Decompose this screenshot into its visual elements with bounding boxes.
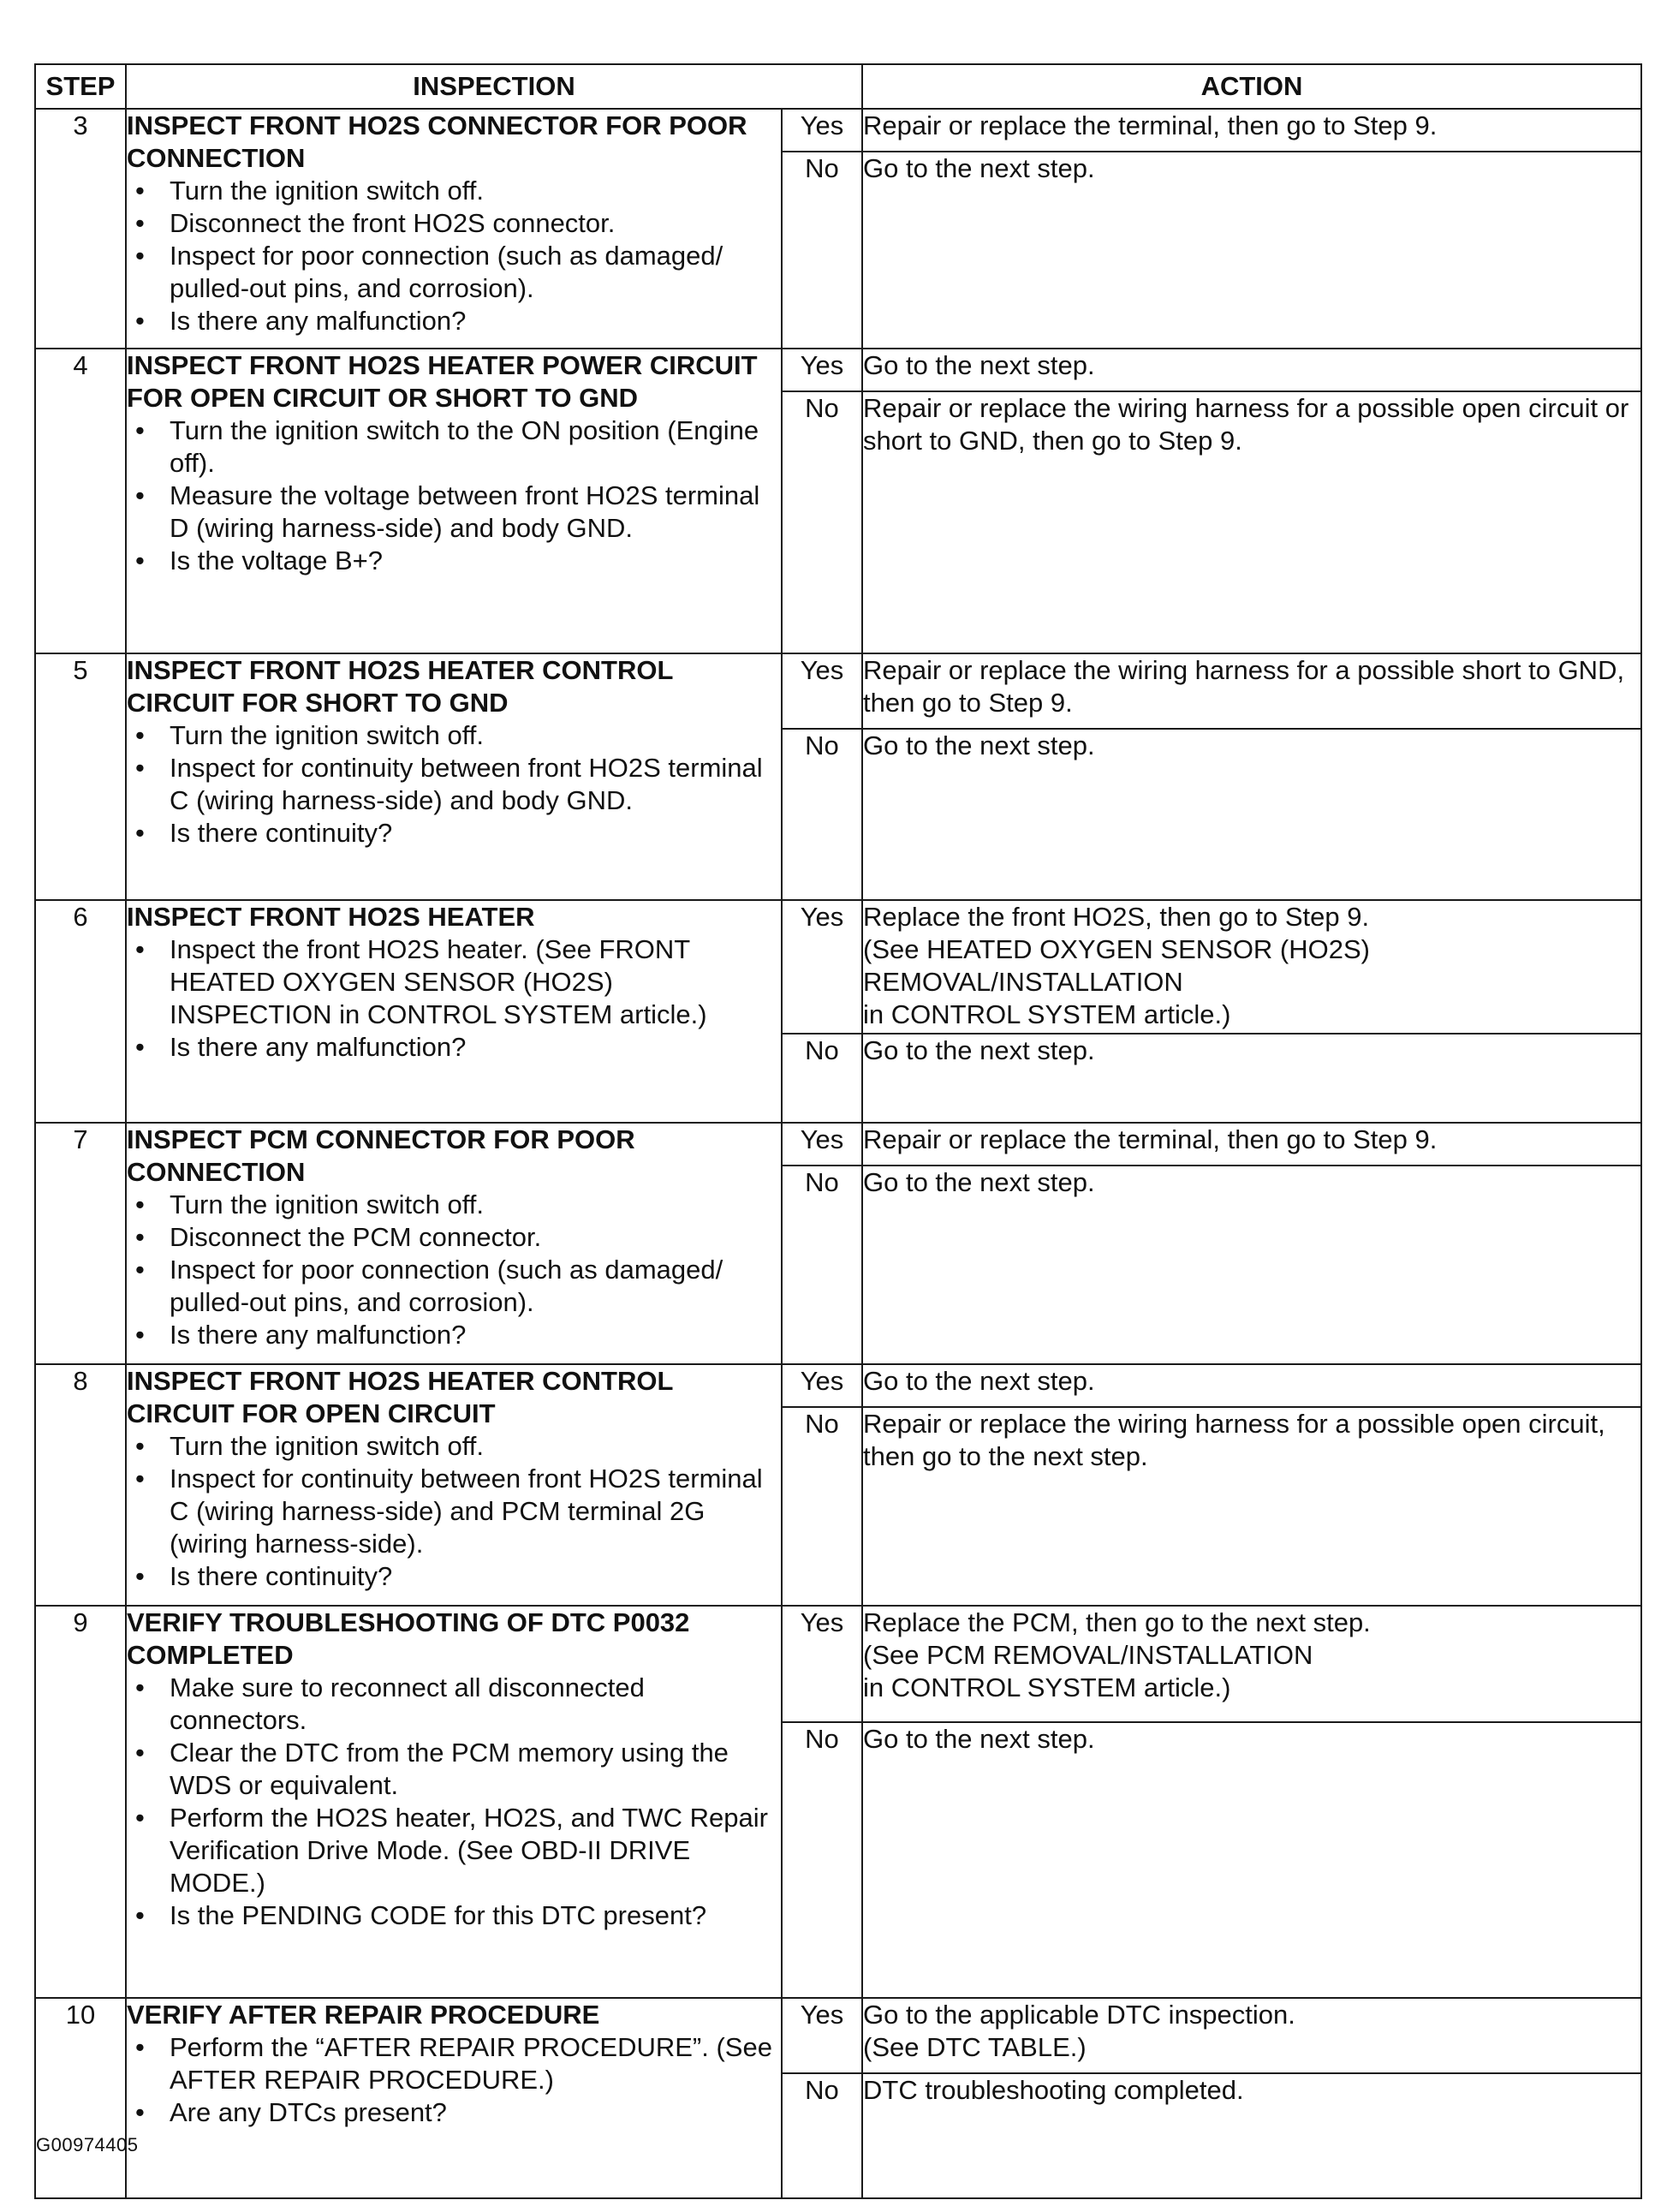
inspection-step-item — [135, 817, 781, 850]
yes-action — [862, 1998, 1641, 2073]
yes-action-line: REMOVAL/INSTALLATION — [863, 967, 1183, 997]
step-number: 8 — [35, 1364, 126, 1606]
step-row-yes — [35, 1123, 1641, 1166]
inspection-title: INSPECT FRONT HO2S HEATER — [127, 902, 535, 932]
inspection-step-text: Is there any malfunction? — [170, 1032, 467, 1062]
inspection-title: INSPECT FRONT HO2S CONNECTOR FOR POOR CONNECTION — [127, 110, 747, 173]
no-action — [862, 1722, 1641, 1998]
inspection-step-text: Is there any malfunction? — [170, 1320, 467, 1350]
inspection-step-item — [135, 175, 781, 207]
bullet-icon: • — [135, 415, 145, 445]
inspection-step-text: Turn the ignition switch off. — [170, 1189, 485, 1219]
no-action — [862, 729, 1641, 900]
inspection-step-item — [135, 1031, 781, 1064]
yes-label: Yes — [782, 653, 862, 729]
bullet-icon: • — [135, 1255, 145, 1285]
figure-id: G00974405 — [36, 2134, 139, 2155]
inspection-step-item — [135, 933, 781, 1031]
yes-action-line: (See PCM REMOVAL/INSTALLATION — [863, 1640, 1313, 1670]
step-row-yes — [35, 1606, 1641, 1722]
inspection-step-item — [135, 1560, 781, 1593]
no-action — [862, 1407, 1641, 1606]
inspection-step-text: Inspect for poor connection (such as damaged/ pulled-out pins, and corrosion). — [170, 241, 723, 303]
header-inspection: INSPECTION — [126, 64, 862, 109]
inspection-step-text: Clear the DTC from the PCM memory using the WDS or equivalent. — [170, 1738, 729, 1800]
header-step: STEP — [35, 64, 126, 109]
bullet-icon: • — [135, 1032, 145, 1062]
bullet-icon: • — [135, 1222, 145, 1252]
inspection-step-item — [135, 1737, 781, 1802]
no-action — [862, 2073, 1641, 2198]
inspection-step-text: Turn the ignition switch off. — [170, 1431, 485, 1461]
inspection-cell — [126, 349, 782, 653]
inspection-steps — [127, 1189, 781, 1351]
inspection-title: VERIFY AFTER REPAIR PROCEDURE — [127, 2000, 600, 2030]
yes-action-line: Replace the front HO2S, then go to Step 9. — [863, 902, 1370, 932]
inspection-step-item — [135, 1430, 781, 1463]
no-action-line: DTC troubleshooting completed. — [863, 2075, 1244, 2105]
yes-action-line: (See DTC TABLE.) — [863, 2032, 1087, 2062]
inspection-title: INSPECT FRONT HO2S HEATER POWER CIRCUIT FOR OPEN CIRCUIT OR SHORT TO GND — [127, 350, 758, 413]
inspection-cell — [126, 1998, 782, 2198]
no-label: No — [782, 1722, 862, 1998]
inspection-title: INSPECT PCM CONNECTOR FOR POOR CONNECTION — [127, 1124, 635, 1187]
no-action-line: Go to the next step. — [863, 1724, 1095, 1754]
yes-action-line: Repair or replace the terminal, then go to Step 9. — [863, 1124, 1438, 1154]
inspection-title: INSPECT FRONT HO2S HEATER CONTROL CIRCUIT FOR SHORT TO GND — [127, 655, 673, 718]
bullet-icon: • — [135, 176, 145, 206]
inspection-step-item — [135, 1463, 781, 1560]
inspection-steps — [127, 414, 781, 577]
bullet-icon: • — [135, 1900, 145, 1930]
step-row-yes — [35, 109, 1641, 152]
inspection-step-text: Turn the ignition switch off. — [170, 720, 485, 750]
yes-action-line: Replace the PCM, then go to the next step. — [863, 1607, 1371, 1637]
inspection-step-item — [135, 480, 781, 545]
inspection-steps — [127, 719, 781, 850]
inspection-step-text: Inspect the front HO2S heater. (See FRONT HEATED OXYGEN SENSOR (HO2S) INSPECTION in CONTROL SYSTEM article.) — [170, 934, 707, 1029]
step-row-yes — [35, 349, 1641, 391]
inspection-cell — [126, 1606, 782, 1998]
yes-action — [862, 900, 1641, 1034]
no-action-line: Repair or replace the wiring harness for a possible open circuit, then go to the next step. — [863, 1409, 1605, 1471]
no-action-line: Go to the next step. — [863, 730, 1095, 760]
yes-action — [862, 1606, 1641, 1722]
inspection-step-item — [135, 2031, 781, 2096]
inspection-cell — [126, 900, 782, 1123]
yes-label: Yes — [782, 1364, 862, 1407]
bullet-icon: • — [135, 1320, 145, 1350]
no-label: No — [782, 1166, 862, 1364]
inspection-steps — [127, 933, 781, 1064]
inspection-steps — [127, 175, 781, 337]
inspection-step-text: Inspect for poor connection (such as damaged/ pulled-out pins, and corrosion). — [170, 1255, 723, 1317]
inspection-step-item — [135, 545, 781, 577]
yes-action — [862, 349, 1641, 391]
inspection-step-text: Is the PENDING CODE for this DTC present? — [170, 1900, 707, 1930]
step-number: 5 — [35, 653, 126, 900]
inspection-cell — [126, 1364, 782, 1606]
bullet-icon: • — [135, 546, 145, 575]
yes-action-line: Repair or replace the terminal, then go to Step 9. — [863, 110, 1438, 140]
no-label: No — [782, 2073, 862, 2198]
inspection-step-item — [135, 1319, 781, 1351]
bullet-icon: • — [135, 1561, 145, 1591]
inspection-step-text: Is there continuity? — [170, 818, 393, 848]
step-number: 4 — [35, 349, 126, 653]
inspection-step-item — [135, 1899, 781, 1932]
inspection-step-item — [135, 1802, 781, 1899]
inspection-steps — [127, 1430, 781, 1593]
no-label: No — [782, 729, 862, 900]
inspection-cell — [126, 109, 782, 349]
inspection-step-text: Is the voltage B+? — [170, 546, 384, 575]
inspection-step-text: Disconnect the PCM connector. — [170, 1222, 542, 1252]
no-action-line: Repair or replace the wiring harness for a possible open circuit or short to GND, then go to Step 9. — [863, 393, 1629, 456]
inspection-title: INSPECT FRONT HO2S HEATER CONTROL CIRCUIT FOR OPEN CIRCUIT — [127, 1366, 673, 1428]
no-action — [862, 152, 1641, 349]
table-header-row — [35, 64, 1641, 109]
no-action-line: Go to the next step. — [863, 1167, 1095, 1197]
step-row-yes — [35, 653, 1641, 729]
inspection-title: VERIFY TROUBLESHOOTING OF DTC P0032 COMPLETED — [127, 1607, 690, 1670]
yes-action — [862, 1123, 1641, 1166]
table-body — [35, 109, 1641, 2198]
bullet-icon: • — [135, 208, 145, 238]
step-row-yes — [35, 900, 1641, 1034]
inspection-step-item — [135, 1672, 781, 1737]
inspection-step-text: Perform the HO2S heater, HO2S, and TWC Repair Verification Drive Mode. (See OBD-II DRIVE MODE.) — [170, 1803, 768, 1898]
step-number: 9 — [35, 1606, 126, 1998]
inspection-step-item — [135, 1254, 781, 1319]
inspection-step-text: Is there any malfunction? — [170, 306, 467, 336]
inspection-steps — [127, 2031, 781, 2129]
bullet-icon: • — [135, 1672, 145, 1702]
no-label: No — [782, 1034, 862, 1123]
yes-action — [862, 1364, 1641, 1407]
yes-action-line: Go to the next step. — [863, 1366, 1095, 1396]
inspection-steps — [127, 1672, 781, 1932]
header-action: ACTION — [862, 64, 1641, 109]
inspection-step-text: Inspect for continuity between front HO2S terminal C (wiring harness-side) and PCM terminal 2G (wiring harness-side). — [170, 1464, 763, 1559]
no-action-line: Go to the next step. — [863, 153, 1095, 183]
bullet-icon: • — [135, 1738, 145, 1768]
inspection-step-text: Make sure to reconnect all disconnected connectors. — [170, 1672, 645, 1735]
bullet-icon: • — [135, 480, 145, 510]
no-action — [862, 1034, 1641, 1123]
inspection-step-item — [135, 752, 781, 817]
bullet-icon: • — [135, 818, 145, 848]
inspection-step-item — [135, 1221, 781, 1254]
no-action — [862, 391, 1641, 653]
inspection-step-item — [135, 305, 781, 337]
bullet-icon: • — [135, 241, 145, 271]
yes-action — [862, 109, 1641, 152]
bullet-icon: • — [135, 934, 145, 964]
bullet-icon: • — [135, 1189, 145, 1219]
no-label: No — [782, 152, 862, 349]
inspection-step-text: Are any DTCs present? — [170, 2097, 447, 2127]
inspection-step-item — [135, 240, 781, 305]
yes-label: Yes — [782, 1606, 862, 1722]
yes-action-line: Go to the next step. — [863, 350, 1095, 380]
inspection-step-text: Turn the ignition switch off. — [170, 176, 485, 206]
step-number: 7 — [35, 1123, 126, 1364]
yes-action-line: Go to the applicable DTC inspection. — [863, 2000, 1295, 2030]
yes-action — [862, 653, 1641, 729]
no-action-line: Go to the next step. — [863, 1035, 1095, 1065]
step-number: 10 — [35, 1998, 126, 2198]
yes-label: Yes — [782, 1998, 862, 2073]
inspection-step-item — [135, 207, 781, 240]
step-number: 6 — [35, 900, 126, 1123]
step-row-yes — [35, 1364, 1641, 1407]
inspection-step-item — [135, 414, 781, 480]
yes-action-line: in CONTROL SYSTEM article.) — [863, 1672, 1231, 1702]
step-number: 3 — [35, 109, 126, 349]
inspection-step-item — [135, 1189, 781, 1221]
no-action — [862, 1166, 1641, 1364]
inspection-step-text: Inspect for continuity between front HO2S terminal C (wiring harness-side) and body GND. — [170, 753, 763, 815]
bullet-icon: • — [135, 2097, 145, 2127]
bullet-icon: • — [135, 720, 145, 750]
bullet-icon: • — [135, 753, 145, 783]
inspection-step-item — [135, 719, 781, 752]
bullet-icon: • — [135, 1464, 145, 1494]
yes-label: Yes — [782, 1123, 862, 1166]
no-label: No — [782, 391, 862, 653]
inspection-step-text: Is there continuity? — [170, 1561, 393, 1591]
inspection-step-item — [135, 2096, 781, 2129]
inspection-step-text: Measure the voltage between front HO2S terminal D (wiring harness-side) and body GND. — [170, 480, 760, 543]
inspection-cell — [126, 1123, 782, 1364]
yes-label: Yes — [782, 349, 862, 391]
yes-label: Yes — [782, 109, 862, 152]
inspection-cell — [126, 653, 782, 900]
inspection-step-text: Turn the ignition switch to the ON position (Engine off). — [170, 415, 759, 478]
no-label: No — [782, 1407, 862, 1606]
inspection-step-text: Disconnect the front HO2S connector. — [170, 208, 616, 238]
step-row-yes — [35, 1998, 1641, 2073]
bullet-icon: • — [135, 2032, 145, 2062]
yes-label: Yes — [782, 900, 862, 1034]
yes-action-line: Repair or replace the wiring harness for a possible short to GND, then go to Step 9. — [863, 655, 1625, 718]
bullet-icon: • — [135, 1803, 145, 1833]
yes-action-line: in CONTROL SYSTEM article.) — [863, 999, 1231, 1029]
bullet-icon: • — [135, 306, 145, 336]
bullet-icon: • — [135, 1431, 145, 1461]
troubleshooting-table — [34, 63, 1642, 2199]
yes-action-line: (See HEATED OXYGEN SENSOR (HO2S) — [863, 934, 1370, 964]
inspection-step-text: Perform the “AFTER REPAIR PROCEDURE”. (See AFTER REPAIR PROCEDURE.) — [170, 2032, 772, 2095]
